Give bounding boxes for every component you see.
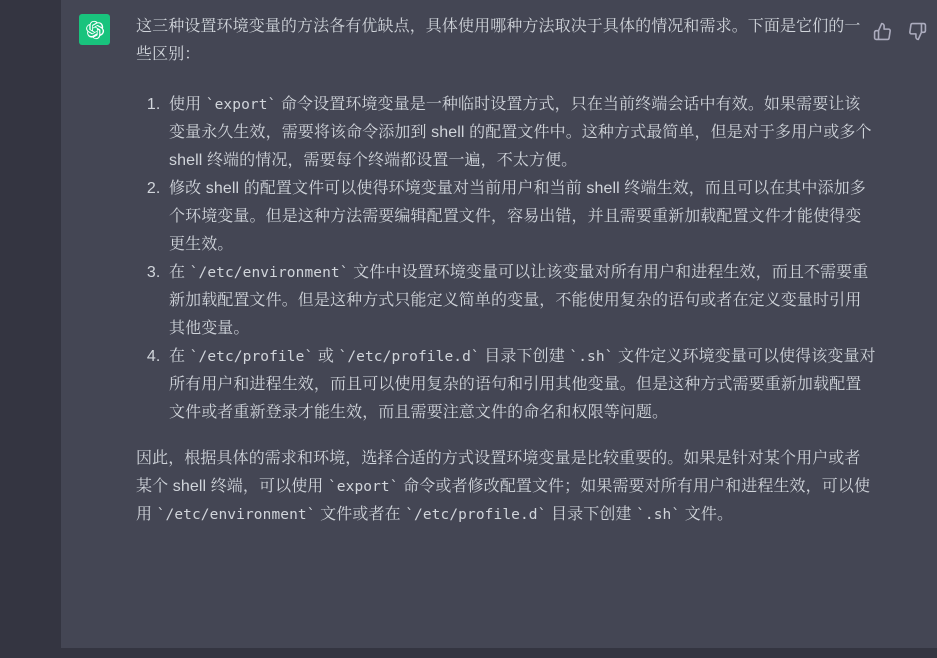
answer-list	[136, 91, 876, 427]
inline-code: `export`	[327, 479, 399, 495]
inline-code: `.sh`	[636, 507, 681, 523]
inline-code: `/etc/environment`	[189, 265, 349, 281]
conclusion-paragraph: 因此，根据具体的需求和环境，选择合适的方式设置环境变量是比较重要的。如果是针对某个用户或者某个 shell 终端，可以使用 `export` 命令或者修改配置文件；如果需要对所有用户和进程生效，可以使用 `/etc/environment` 文件或者在 `/etc/profile.d` 目录下创建 `.sh` 文件。	[136, 450, 871, 523]
inline-code: `export`	[205, 97, 277, 113]
intro-paragraph: 这三种设置环境变量的方法各有优缺点，具体使用哪种方法取决于具体的情况和需求。下面是它们的一些区别：	[136, 18, 861, 63]
spacer	[136, 73, 876, 91]
message-actions	[873, 22, 927, 41]
assistant-message-row	[61, 0, 937, 658]
inline-code: `.sh`	[569, 349, 614, 365]
left-gutter	[0, 0, 61, 658]
openai-logo-icon	[85, 20, 105, 40]
thumbs-down-icon[interactable]	[908, 22, 927, 41]
bottom-bar	[61, 648, 937, 658]
inline-code: `/etc/environment`	[156, 507, 316, 523]
list-item: 1. 使用 `export` 命令设置环境变量是一种临时设置方式，只在当前终端会话中有效。如果需要让该变量永久生效，需要将该命令添加到 shell 的配置文件中。这种方式最简单，但是对于多用户或多个 shell 终端的情况，需要每个终端都设置一遍，不太方便。	[165, 91, 876, 175]
list-item: 2. 修改 shell 的配置文件可以使得环境变量对当前用户和当前 shell 终端生效，而且可以在其中添加多个环境变量。但是这种方法需要编辑配置文件，容易出错，并且需要重新加载配置文件才能使得变更生效。	[165, 175, 876, 259]
inline-code: `/etc/profile.d`	[405, 507, 547, 523]
spacer	[136, 427, 876, 445]
thumbs-up-icon[interactable]	[873, 22, 892, 41]
inline-code: `/etc/profile`	[189, 349, 314, 365]
list-item: 3. 在 `/etc/environment` 文件中设置环境变量可以让该变量对所有用户和进程生效，而且不需要重新加载配置文件。但是这种方式只能定义简单的变量，不能使用复杂的语句或者在定义变量时引用其他变量。	[165, 259, 876, 343]
assistant-avatar	[79, 14, 110, 45]
assistant-message-content	[136, 13, 876, 533]
list-item: 4. 在 `/etc/profile` 或 `/etc/profile.d` 目录下创建 `.sh` 文件定义环境变量可以使得该变量对所有用户和进程生效，而且可以使用复杂的语句和引用其他变量。但是这种方式需要重新加载配置文件或者重新登录才能生效，而且需要注意文件的命名和权限等问题。	[165, 343, 876, 427]
inline-code: `/etc/profile.d`	[338, 349, 480, 365]
